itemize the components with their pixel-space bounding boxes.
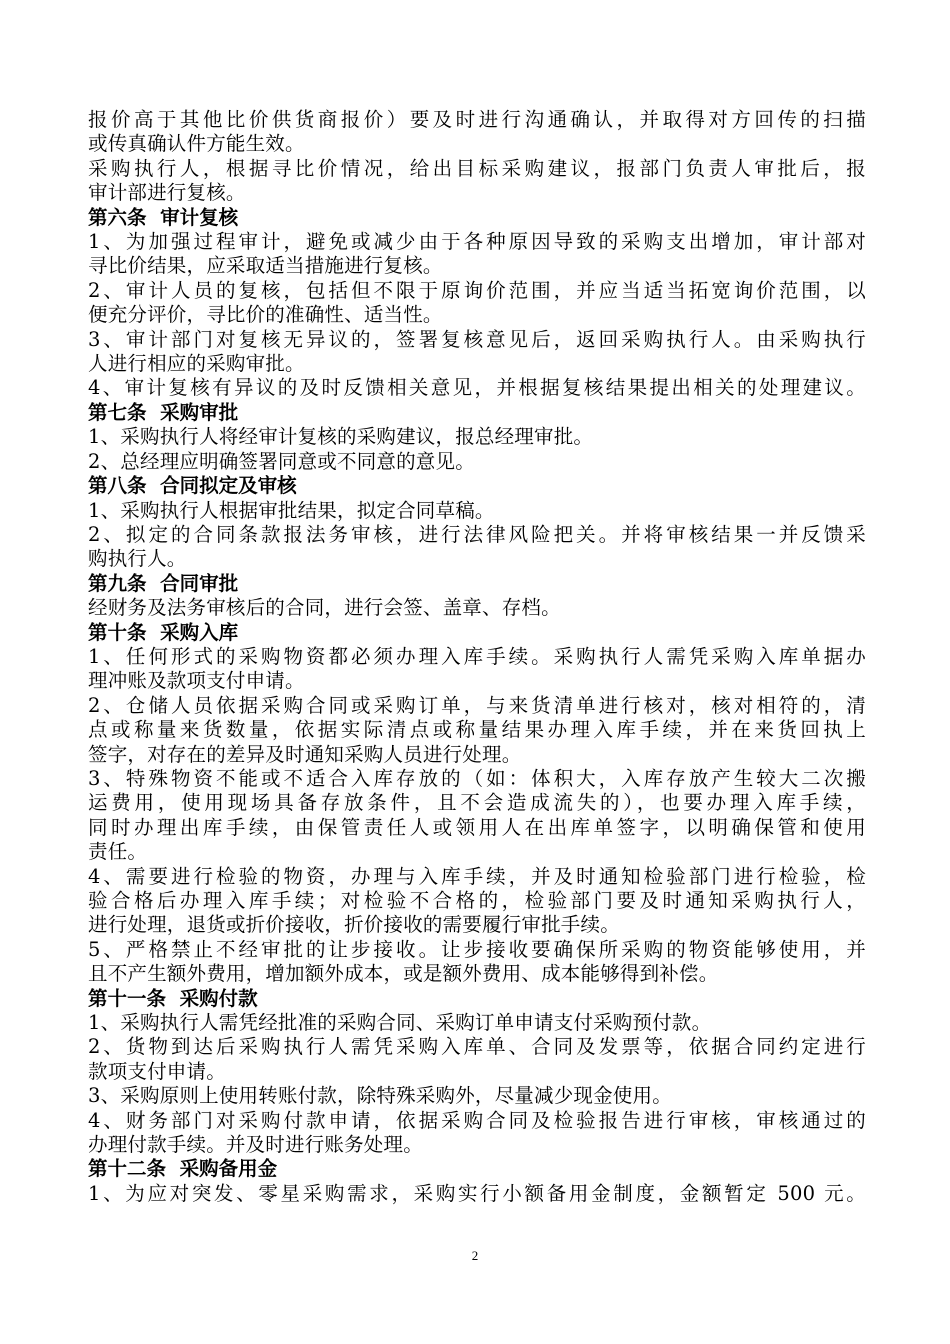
section-heading: 第七条 采购审批 <box>88 400 239 424</box>
paragraph-line: 1、采购执行人根据审批结果，拟定合同草稿。 <box>88 498 495 522</box>
section-heading: 第十二条 采购备用金 <box>88 1157 278 1181</box>
paragraph-line: 购执行人。 <box>88 547 187 571</box>
paragraph-line: 办理付款手续。并及时进行账务处理。 <box>88 1133 423 1157</box>
paragraph-line: 1、任何形式的采购物资都必须办理入库手续。采购执行人需凭采购入库单据办 <box>88 644 866 668</box>
paragraph-line: 便充分评价，寻比价的准确性、适当性。 <box>88 303 443 327</box>
paragraph-line: 理冲账及款项支付申请。 <box>88 669 305 693</box>
paragraph-line: 审计部进行复核。 <box>88 181 246 205</box>
section-heading: 第十条 采购入库 <box>88 620 239 644</box>
document-body <box>88 108 866 1206</box>
paragraph-line: 1、采购执行人将经审计复核的采购建议，报总经理审批。 <box>88 425 594 449</box>
paragraph-line: 点或称量来货数量，依据实际清点或称量结果办理入库手续，并在来货回执上 <box>88 718 866 742</box>
paragraph-line: 1、采购执行人需凭经批准的采购合同、采购订单申请支付采购预付款。 <box>88 1011 712 1035</box>
paragraph-line: 采购执行人，根据寻比价情况，给出目标采购建议，报部门负责人审批后，报 <box>88 156 866 180</box>
section-heading: 第九条 合同审批 <box>88 571 239 595</box>
paragraph-line: 报价高于其他比价供货商报价）要及时进行沟通确认，并取得对方回传的扫描 <box>88 108 866 131</box>
paragraph-line: 3、特殊物资不能或不适合入库存放的（如：体积大，入库存放产生较大二次搬 <box>88 766 866 790</box>
section-heading: 第十一条 采购付款 <box>88 986 258 1010</box>
section-heading: 第六条 审计复核 <box>88 205 239 229</box>
paragraph-line: 人进行相应的采购审批。 <box>88 352 305 376</box>
page-number: 2 <box>471 1248 479 1263</box>
paragraph-line: 签字，对存在的差异及时通知采购人员进行处理。 <box>88 742 522 766</box>
paragraph-line: 2、拟定的合同条款报法务审核，进行法律风险把关。并将审核结果一并反馈采 <box>88 522 866 546</box>
paragraph-line: 2、总经理应明确签署同意或不同意的意见。 <box>88 449 475 473</box>
paragraph-line: 4、财务部门对采购付款申请，依据采购合同及检验报告进行审核，审核通过的 <box>88 1108 866 1132</box>
paragraph-line: 或传真确认件方能生效。 <box>88 132 305 156</box>
paragraph-line: 2、审计人员的复核，包括但不限于原询价范围，并应当适当拓宽询价范围，以 <box>88 278 866 302</box>
paragraph-line: 责任。 <box>88 840 148 864</box>
paragraph-line: 经财务及法务审核后的合同，进行会签、盖章、存档。 <box>88 596 561 620</box>
paragraph-line: 运费用，使用现场具备存放条件，且不会造成流失的），也要办理入库手续， <box>88 791 866 815</box>
paragraph-line: 1、为应对突发、零星采购需求，采购实行小额备用金制度，金额暂定 500 元。 <box>88 1181 866 1205</box>
paragraph-line: 寻比价结果，应采取适当措施进行复核。 <box>88 254 443 278</box>
paragraph-line: 3、审计部门对复核无异议的，签署复核意见后，返回采购执行人。由采购执行 <box>88 327 866 351</box>
paragraph-line: 同时办理出库手续，由保管责任人或领用人在出库单签字，以明确保管和使用 <box>88 815 866 839</box>
paragraph-line: 且不产生额外费用，增加额外成本，或是额外费用、成本能够得到补偿。 <box>88 962 719 986</box>
paragraph-line: 1、为加强过程审计，避免或减少由于各种原因导致的采购支出增加，审计部对 <box>88 230 866 254</box>
paragraph-line: 进行处理，退货或折价接收，折价接收的需要履行审批手续。 <box>88 913 620 937</box>
paragraph-line: 4、审计复核有异议的及时反馈相关意见，并根据复核结果提出相关的处理建议。 <box>88 376 866 400</box>
paragraph-line: 验合格后办理入库手续；对检验不合格的，检验部门要及时通知采购执行人， <box>88 889 866 912</box>
paragraph-line: 5、严格禁止不经审批的让步接收。让步接收要确保所采购的物资能够使用，并 <box>88 937 866 961</box>
paragraph-line: 款项支付申请。 <box>88 1059 226 1083</box>
paragraph-line: 2、货物到达后采购执行人需凭采购入库单、合同及发票等，依据合同约定进行 <box>88 1035 866 1059</box>
paragraph-line: 2、仓储人员依据采购合同或采购订单，与来货清单进行核对，核对相符的，清 <box>88 693 866 717</box>
paragraph-line: 3、采购原则上使用转账付款，除特殊采购外，尽量减少现金使用。 <box>88 1084 672 1108</box>
paragraph-line: 4、需要进行检验的物资，办理与入库手续，并及时通知检验部门进行检验，检 <box>88 864 866 888</box>
section-heading: 第八条 合同拟定及审核 <box>88 474 297 498</box>
